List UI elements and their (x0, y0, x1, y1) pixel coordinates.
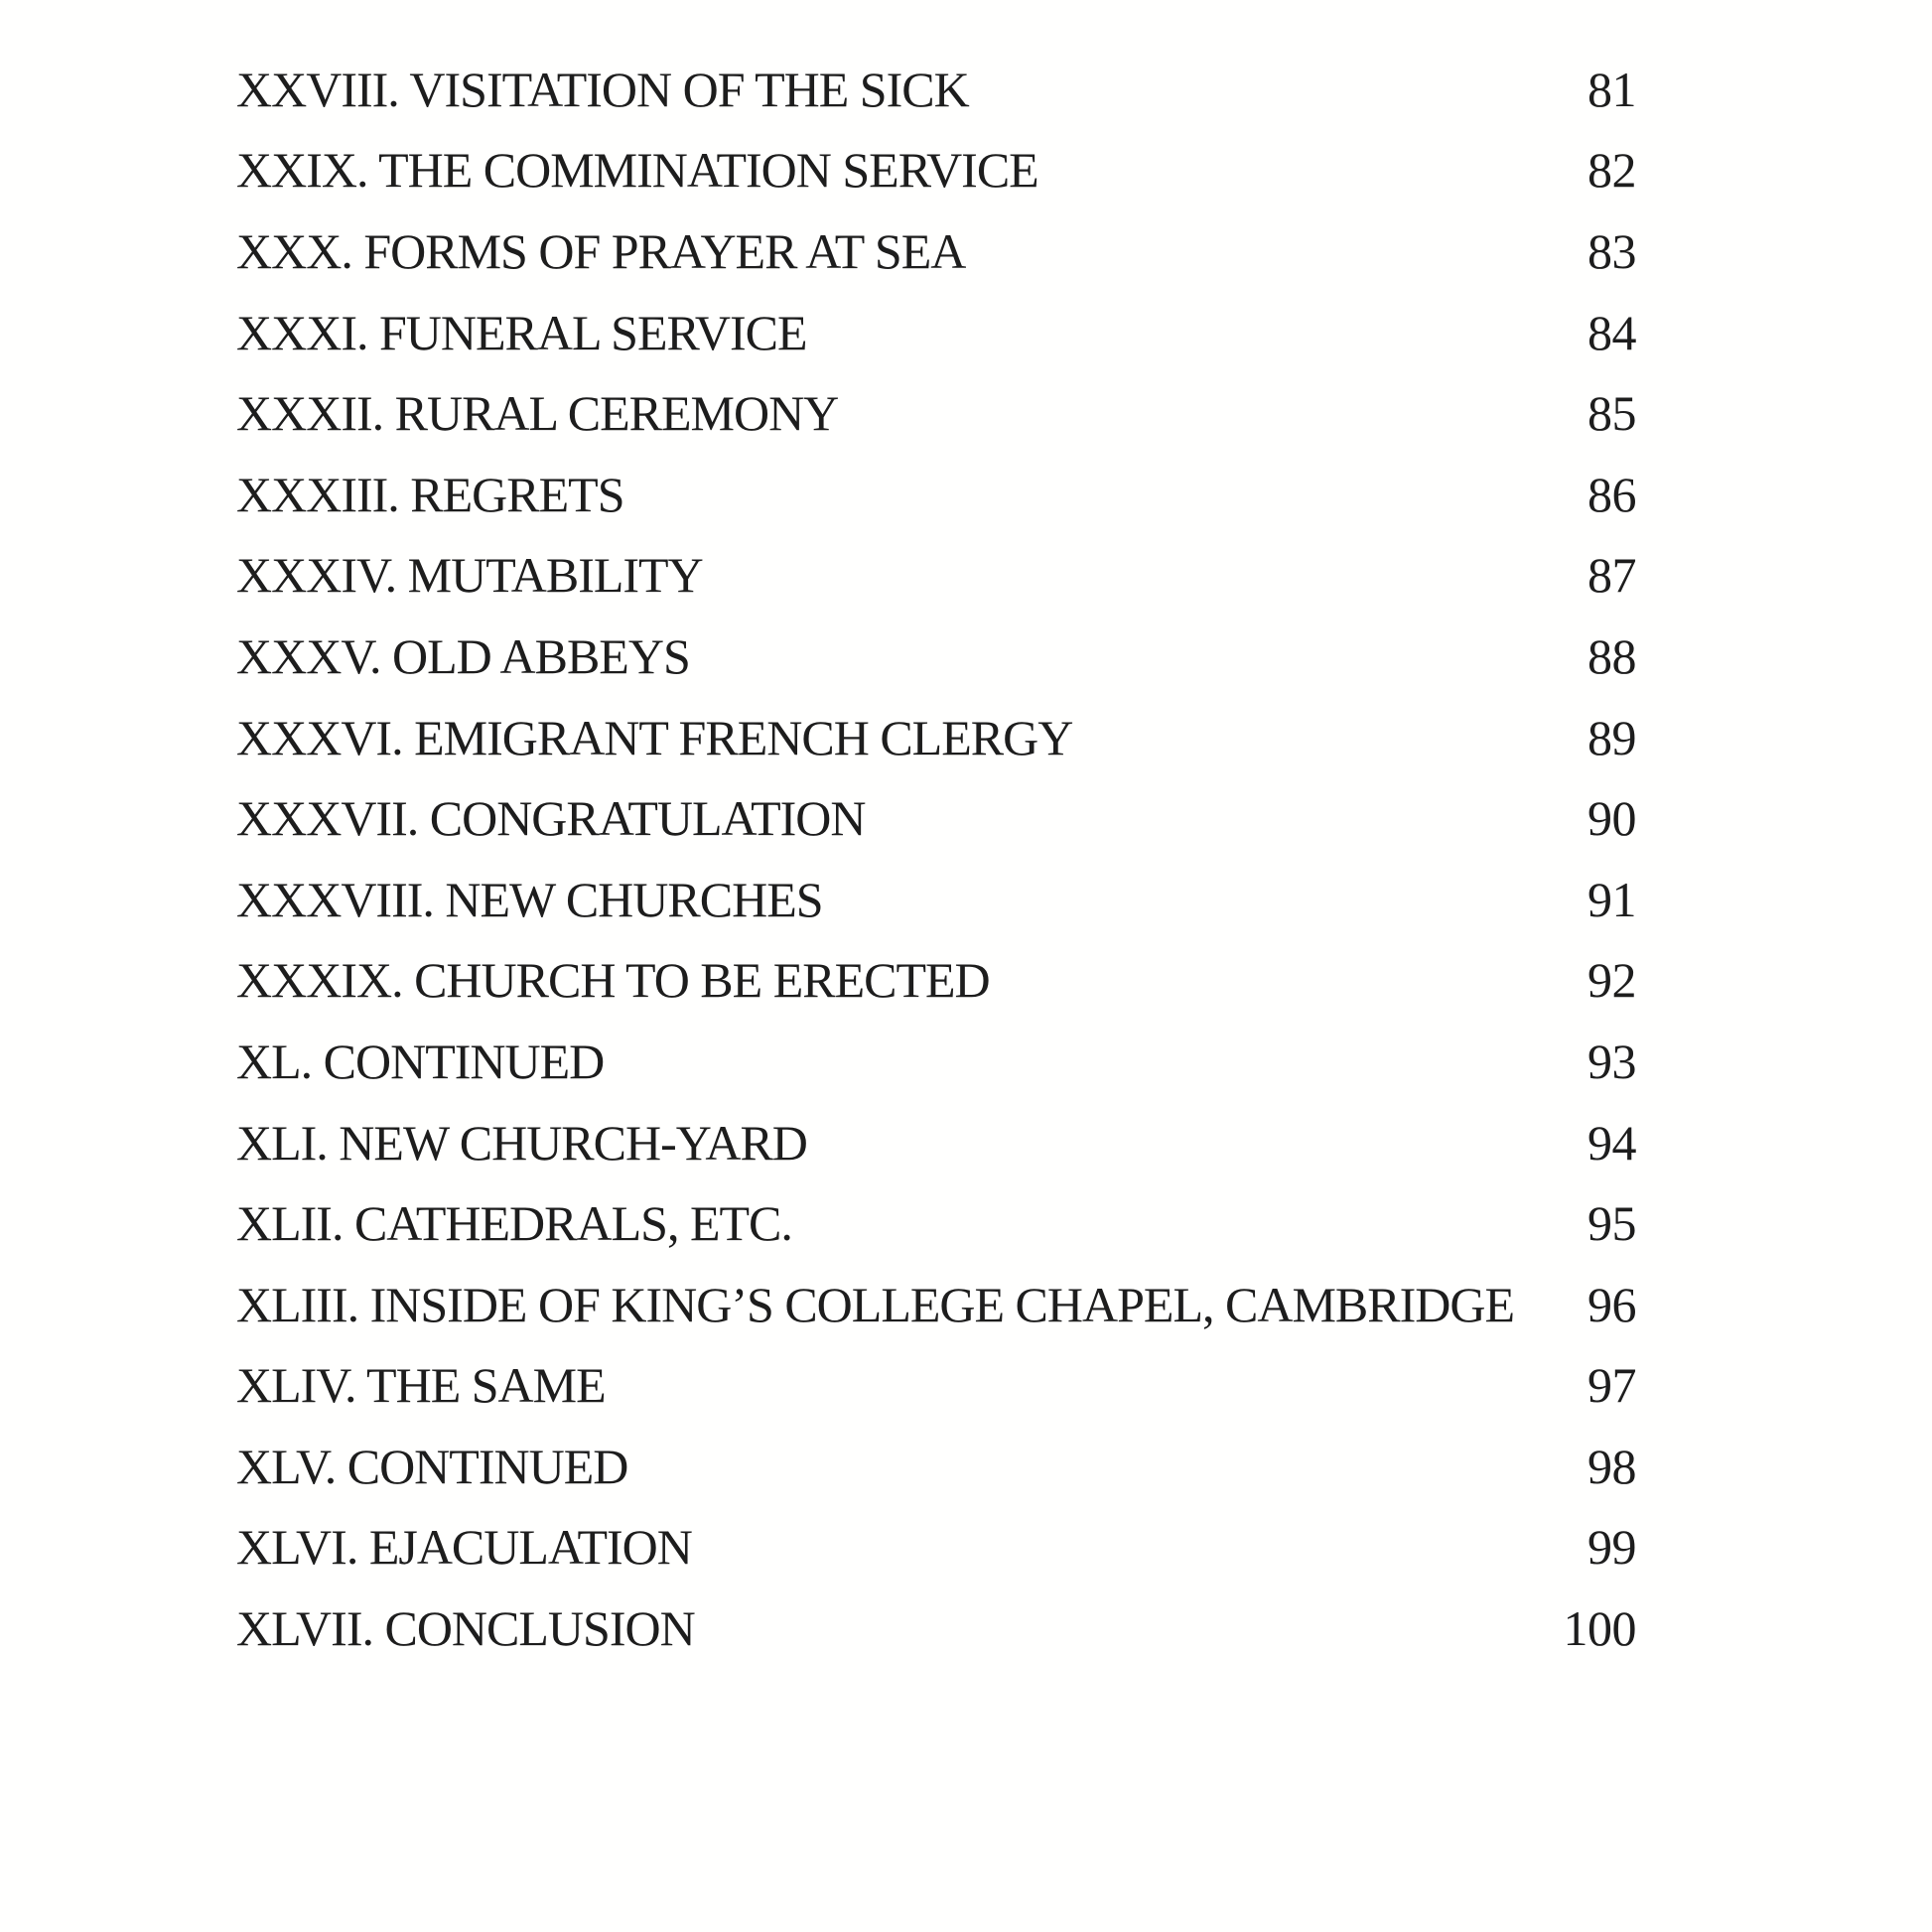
toc-entry-page: 98 (1587, 1438, 1636, 1494)
toc-entry (236, 1426, 1636, 1507)
toc-entry-page: 93 (1587, 1033, 1636, 1089)
toc-entry (236, 210, 1636, 292)
toc-entry-title: XLI. NEW CHURCH-YARD (236, 1114, 807, 1171)
toc-entry-page: 92 (1587, 952, 1636, 1009)
toc-entry-title: XLIII. INSIDE OF KING’S COLLEGE CHAPEL, CAMBRIDGE (236, 1276, 1515, 1332)
toc-entry-page: 99 (1587, 1519, 1636, 1576)
toc-entry (236, 777, 1636, 859)
toc-entry-page: 96 (1587, 1276, 1636, 1332)
toc-entry-title: XXXIII. REGRETS (236, 466, 624, 522)
toc-entry-page: 83 (1587, 222, 1636, 279)
toc-entry (236, 1507, 1636, 1588)
toc-entry (236, 1182, 1636, 1264)
toc-entry-title: XXXII. RURAL CEREMONY (236, 385, 839, 442)
toc-entry-title: XXXI. FUNERAL SERVICE (236, 304, 807, 360)
toc-entry (236, 1021, 1636, 1102)
toc-entry-title: XXXIX. CHURCH TO BE ERECTED (236, 952, 990, 1009)
toc-entry (236, 1345, 1636, 1427)
toc-entry-page: 94 (1587, 1114, 1636, 1171)
toc-entry (236, 940, 1636, 1022)
toc-entry-title: XXIX. THE COMMINATION SERVICE (236, 142, 1038, 199)
toc-entry-page: 84 (1587, 304, 1636, 360)
toc-entry-page: 87 (1587, 547, 1636, 604)
toc-entry (236, 49, 1636, 130)
toc-entry (236, 616, 1636, 697)
toc-entry (236, 1102, 1636, 1183)
toc-entry-page: 86 (1587, 466, 1636, 522)
toc-entry-title: XXXVIII. NEW CHURCHES (236, 871, 823, 927)
toc-entry-page: 89 (1587, 709, 1636, 765)
toc-entry (236, 697, 1636, 778)
toc-entry-page: 95 (1587, 1195, 1636, 1252)
toc-entry-page: 81 (1587, 61, 1636, 117)
toc-entry-title: XL. CONTINUED (236, 1033, 605, 1089)
toc-entry-page: 100 (1563, 1600, 1636, 1657)
toc-entry-title: XLII. CATHEDRALS, ETC. (236, 1195, 792, 1252)
toc-entry-title: XXVIII. VISITATION OF THE SICK (236, 61, 969, 117)
toc-entry (236, 292, 1636, 373)
toc-entry-title: XXXV. OLD ABBEYS (236, 627, 690, 684)
toc-entry-title: XXXIV. MUTABILITY (236, 547, 703, 604)
toc-entry-title: XXXVI. EMIGRANT FRENCH CLERGY (236, 709, 1073, 765)
toc-entry-page: 97 (1587, 1357, 1636, 1414)
toc-entry-title: XLIV. THE SAME (236, 1357, 606, 1414)
toc-entry-page: 90 (1587, 790, 1636, 847)
toc-entry-page: 91 (1587, 871, 1636, 927)
toc-entry-title: XXXVII. CONGRATULATION (236, 790, 866, 847)
toc-entry (236, 372, 1636, 454)
toc-entry-page: 88 (1587, 627, 1636, 684)
toc-entry-page: 82 (1587, 142, 1636, 199)
toc-entry-title: XLVII. CONCLUSION (236, 1600, 695, 1657)
toc-entry-title: XLVI. EJACULATION (236, 1519, 692, 1576)
toc-entry-title: XLV. CONTINUED (236, 1438, 628, 1494)
toc-entry (236, 454, 1636, 535)
toc-entry (236, 535, 1636, 617)
toc-entry (236, 1587, 1636, 1669)
toc-entry (236, 1264, 1636, 1345)
toc-entry (236, 130, 1636, 211)
toc-list (236, 49, 1636, 1669)
toc-entry-page: 85 (1587, 385, 1636, 442)
toc-entry-title: XXX. FORMS OF PRAYER AT SEA (236, 222, 966, 279)
toc-entry (236, 859, 1636, 940)
